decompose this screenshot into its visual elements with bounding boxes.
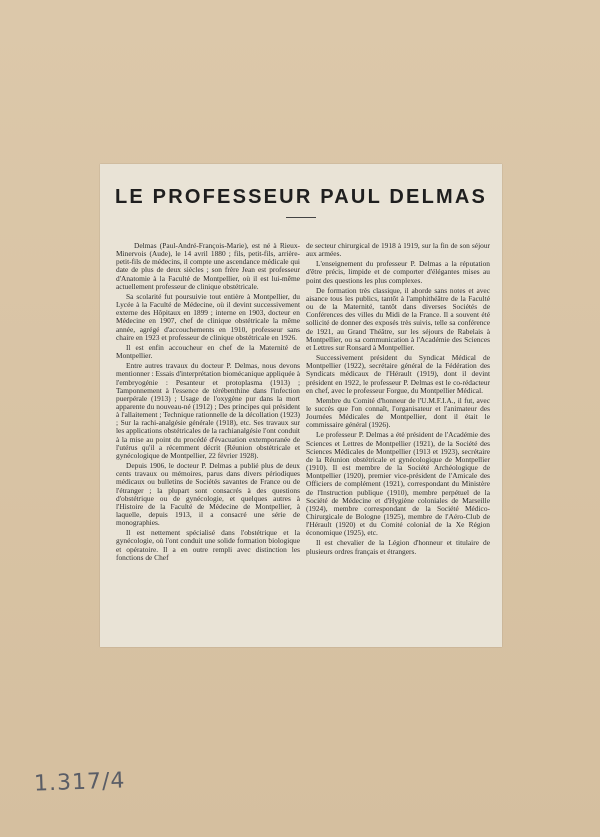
paragraph: de secteur chirurgical de 1918 à 1919, sur la fin de son séjour aux armées. xyxy=(306,242,490,259)
paragraph: De formation très classique, il aborde sans notes et avec aisance tous les publics, tantôt à l'amphithéâtre de la Faculté ou de la Maternité, tantôt dans diverses Sociétés de Conférences des villes du Midi de la France. Il a souvent été sollicité de donner des exposés très suivis, telle sa conférence de 1921, au Grand Théâtre, sur les séjours de Rabelais à Montpellier, ou sa communication à l'Académie des Sciences et Lettres sur Ronsard à Montpellier. xyxy=(306,285,490,352)
paragraph: Sa scolarité fut poursuivie tout entière à Montpellier, du Lycée à la Faculté de Médecine, où il devint successivement externe des Hôpitaux en 1899 ; interne en 1903, docteur en Médecine en 1907, chef de clinique obstétricale la même année, agrégé d'accouchements en 1910, professeur sans chaire en 1923 et professeur de clinique obstétricale en 1926. xyxy=(116,291,300,342)
paragraph: Delmas (Paul-André-François-Marie), est né à Rieux-Minervois (Aude), le 14 avril 1880 ; fils, petit-fils, arrière-petit-fils de médecins, il compte une ascendance médicale qui date de plus de deux siècles ; son frère Jean est professeur d'Anatomie à la Faculté de Montpellier, où il est lui-même actuellement professeur de clinique obstétricale. xyxy=(116,242,300,291)
article-left-column xyxy=(116,242,300,642)
paragraph: Entre autres travaux du docteur P. Delmas, nous devons mentionner : Essais d'interprétation biomécanique appliquée à l'embryogénie : Pesanteur et protoplasma (1913) ; Tamponnement à l'essence de térébenthine dans l'infection puerpérale (1913) ; Usage de l'oxygène pur dans la mort apparente du nouveau-né (1912) ; Des principes qui président à l'allaitement ; Technique rationnelle de la décollation (1923) ; Sur la rachi-analgésie générale (1918), etc. Ses travaux sur les applications obstétricales de la rachianalgésie l'ont conduit à la mise au point du procédé d'évacuation extemporanée de l'utérus qu'il a récemment décrit (Réunion obstétricale et gynécologique de Montpellier, 22 février 1928). xyxy=(116,361,300,460)
paragraph: Il est chevalier de la Légion d'honneur et titulaire de plusieurs ordres français et étrangers. xyxy=(306,538,490,556)
paragraph: Il est enfin accoucheur en chef de la Maternité de Montpellier. xyxy=(116,342,300,361)
article-title: LE PROFESSEUR PAUL DELMAS xyxy=(114,186,488,208)
paragraph: Le professeur P. Delmas a été président de l'Académie des Sciences et Lettres de Montpellier (1921), de la Société des Sciences Médicales de Montpellier (1913 et 1923), secrétaire de la Réunion obstétricale et gynécologique de Montpellier (1910). Il est membre de la Société Archéologique de Montpellier (1920), premier vice-président de l'Amicale des Officiers de complément (1921), correspondant du Ministère de l'Instruction publique (1910), membre perpétuel de la Société de Médecine et d'Hygiène coloniales de Marseille (1924), membre correspondant de la Société Médico-Chirurgicale de Bologne (1925), membre de l'Aéro-Club de l'Hérault (1920) et du Comité colonial de la Xe Région économique (1925), etc. xyxy=(306,430,490,538)
handwritten-archive-number: 1.317/4 xyxy=(33,768,126,797)
title-divider xyxy=(286,217,316,218)
paragraph: L'enseignement du professeur P. Delmas a la réputation d'être précis, limpide et de comporter d'élégantes mises au point des questions les plus complexes. xyxy=(306,259,490,285)
paragraph: Depuis 1906, le docteur P. Delmas a publié plus de deux cents travaux ou mémoires, parus dans divers périodiques médicaux ou bulletins de Sociétés savantes de France ou de l'étranger ; la plupart sont consacrés à des questions d'obstétrique ou de gynécologie, et quelques autres à l'Histoire de la Faculté de Médecine de Montpellier, à laquelle, depuis 1913, il a consacré une série de monographies. xyxy=(116,461,300,528)
article-right-column xyxy=(306,242,490,642)
paragraph: Membre du Comité d'honneur de l'U.M.F.I.A., il fut, avec le succès que l'on connaît, l'organisateur et l'animateur des Journées Médicales de Montpellier, dont il était le commissaire général (1926). xyxy=(306,395,490,430)
newspaper-clipping xyxy=(100,164,502,647)
paragraph: Il est nettement spécialisé dans l'obstétrique et la gynécologie, où l'ont conduit une solide formation biologique et opératoire. Il a en outre rempli avec distinction les fonctions de Chef xyxy=(116,528,300,562)
paragraph: Successivement président du Syndicat Médical de Montpellier (1922), secrétaire général de la Fédération des Syndicats médicaux de l'Hérault (1919), dont il devint président en 1922, le professeur P. Delmas est le co-rédacteur en chef, avec le professeur Forgue, du Montpellier Médical. xyxy=(306,353,490,395)
